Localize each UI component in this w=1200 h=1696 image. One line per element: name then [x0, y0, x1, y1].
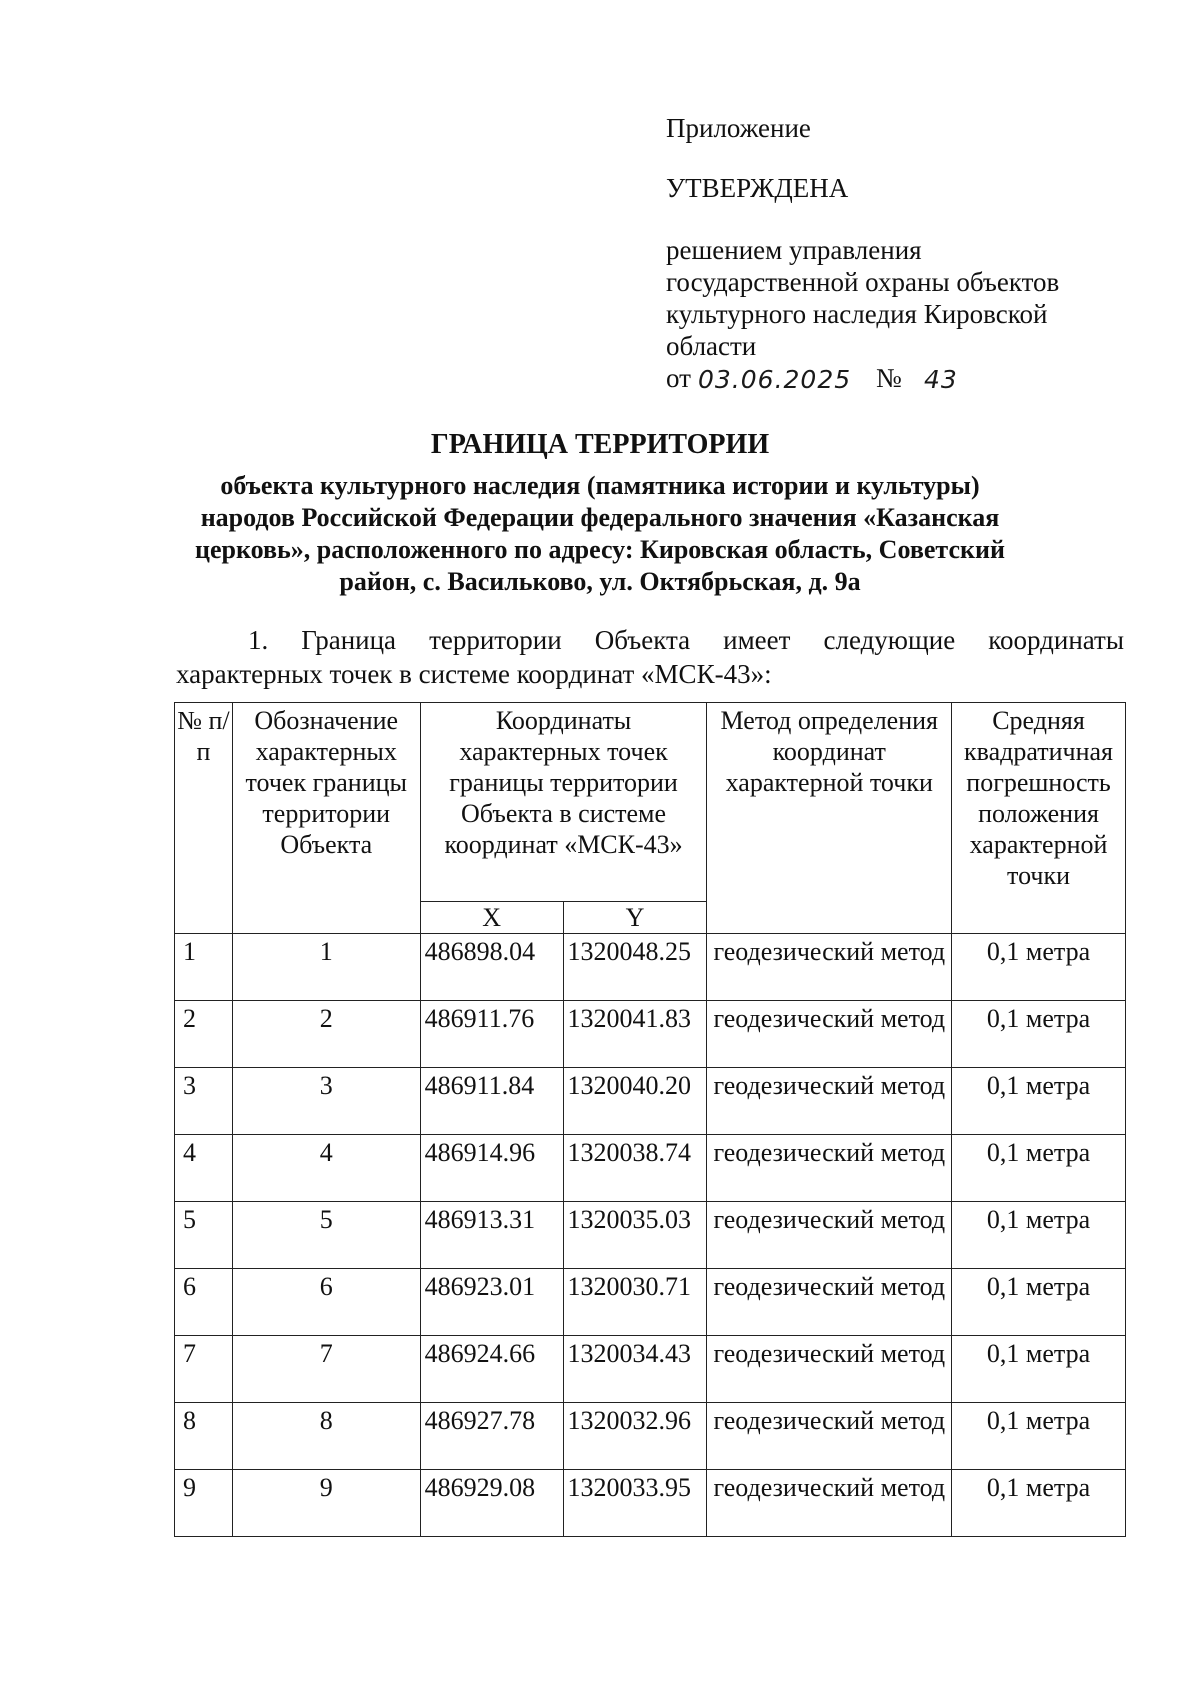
approval-line: решением управления [666, 235, 922, 265]
cell-error: 0,1 метра [952, 1135, 1126, 1202]
table-row [175, 1403, 1126, 1470]
cell-x: 486929.08 [420, 1470, 563, 1537]
cell-y: 1320041.83 [563, 1001, 707, 1068]
cell-error: 0,1 метра [952, 1269, 1126, 1336]
table-body [175, 934, 1126, 1537]
cell-num: 8 [175, 1403, 233, 1470]
table-row [175, 1336, 1126, 1403]
cell-num: 9 [175, 1470, 233, 1537]
table-row [175, 934, 1126, 1001]
from-prefix: от [666, 363, 691, 393]
header-method: Метод определения координат характерной точки [707, 703, 952, 934]
handwritten-number: 43 [924, 365, 958, 394]
cell-num: 7 [175, 1336, 233, 1403]
table-row [175, 1470, 1126, 1537]
approval-block [666, 112, 1166, 394]
header-designation: Обозначение характерных точек границы территории Объекта [232, 703, 420, 934]
cell-x: 486914.96 [420, 1135, 563, 1202]
coordinates-table [174, 702, 1126, 1537]
cell-method: геодезический метод [707, 1470, 952, 1537]
cell-y: 1320034.43 [563, 1336, 707, 1403]
approval-text [666, 234, 1166, 394]
cell-method: геодезический метод [707, 1202, 952, 1269]
subtitle-line: церковь», расположенного по адресу: Кировская область, Советский [195, 535, 1005, 564]
approval-line: государственной охраны объектов [666, 267, 1060, 297]
subtitle-line: район, с. Васильково, ул. Октябрьская, д. 9а [339, 567, 861, 596]
cell-method: геодезический метод [707, 1135, 952, 1202]
number-sign: № [876, 363, 902, 393]
cell-method: геодезический метод [707, 1336, 952, 1403]
subtitle-line: объекта культурного наследия (памятника истории и культуры) [220, 471, 980, 500]
cell-point: 9 [232, 1470, 420, 1537]
cell-num: 5 [175, 1202, 233, 1269]
cell-num: 1 [175, 934, 233, 1001]
cell-y: 1320033.95 [563, 1470, 707, 1537]
cell-error: 0,1 метра [952, 1068, 1126, 1135]
cell-method: геодезический метод [707, 1403, 952, 1470]
header-y: Y [563, 902, 707, 934]
cell-point: 5 [232, 1202, 420, 1269]
cell-point: 6 [232, 1269, 420, 1336]
cell-y: 1320048.25 [563, 934, 707, 1001]
title-subtitle [150, 470, 1050, 598]
cell-method: геодезический метод [707, 1068, 952, 1135]
cell-error: 0,1 метра [952, 1470, 1126, 1537]
cell-point: 2 [232, 1001, 420, 1068]
cell-error: 0,1 метра [952, 1202, 1126, 1269]
table-row [175, 1001, 1126, 1068]
title-main: ГРАНИЦА ТЕРРИТОРИИ [430, 429, 770, 460]
cell-num: 2 [175, 1001, 233, 1068]
cell-error: 0,1 метра [952, 934, 1126, 1001]
approval-line: области [666, 331, 757, 361]
cell-x: 486913.31 [420, 1202, 563, 1269]
cell-y: 1320030.71 [563, 1269, 707, 1336]
header-num: № п/п [175, 703, 233, 934]
intro-line: характерных точек в системе координат «МСК-43»: [176, 659, 772, 689]
cell-x: 486911.84 [420, 1068, 563, 1135]
cell-y: 1320032.96 [563, 1403, 707, 1470]
date-number-row [666, 362, 1166, 394]
header-coordinates: Координаты характерных точек границы территории Объекта в системе координат «МСК-43» [420, 703, 707, 902]
table-row [175, 1202, 1126, 1269]
cell-method: геодезический метод [707, 1001, 952, 1068]
cell-y: 1320038.74 [563, 1135, 707, 1202]
cell-x: 486924.66 [420, 1336, 563, 1403]
cell-error: 0,1 метра [952, 1001, 1126, 1068]
cell-num: 6 [175, 1269, 233, 1336]
cell-point: 4 [232, 1135, 420, 1202]
intro-line: 1. Граница территории Объекта имеет следующие координаты [248, 625, 1124, 655]
table-row [175, 1135, 1126, 1202]
cell-num: 3 [175, 1068, 233, 1135]
cell-point: 7 [232, 1336, 420, 1403]
cell-method: геодезический метод [707, 1269, 952, 1336]
cell-x: 486911.76 [420, 1001, 563, 1068]
header-x: X [420, 902, 563, 934]
cell-y: 1320035.03 [563, 1202, 707, 1269]
cell-error: 0,1 метра [952, 1403, 1126, 1470]
table-row [175, 1068, 1126, 1135]
document-title [150, 428, 1050, 598]
cell-point: 3 [232, 1068, 420, 1135]
cell-y: 1320040.20 [563, 1068, 707, 1135]
handwritten-date: 03.06.2025 [698, 365, 852, 394]
approval-line: культурного наследия Кировской [666, 299, 1048, 329]
cell-method: геодезический метод [707, 934, 952, 1001]
cell-x: 486927.78 [420, 1403, 563, 1470]
subtitle-line: народов Российской Федерации федерального значения «Казанская [200, 503, 1000, 532]
cell-num: 4 [175, 1135, 233, 1202]
intro-paragraph [176, 623, 1124, 691]
cell-x: 486923.01 [420, 1269, 563, 1336]
appendix-label: Приложение [666, 113, 811, 143]
table-row [175, 1269, 1126, 1336]
header-error: Средняя квадратичная погрешность положения характерной точки [952, 703, 1126, 934]
cell-error: 0,1 метра [952, 1336, 1126, 1403]
cell-point: 1 [232, 934, 420, 1001]
cell-point: 8 [232, 1403, 420, 1470]
cell-x: 486898.04 [420, 934, 563, 1001]
approved-label: УТВЕРЖДЕНА [666, 173, 849, 203]
